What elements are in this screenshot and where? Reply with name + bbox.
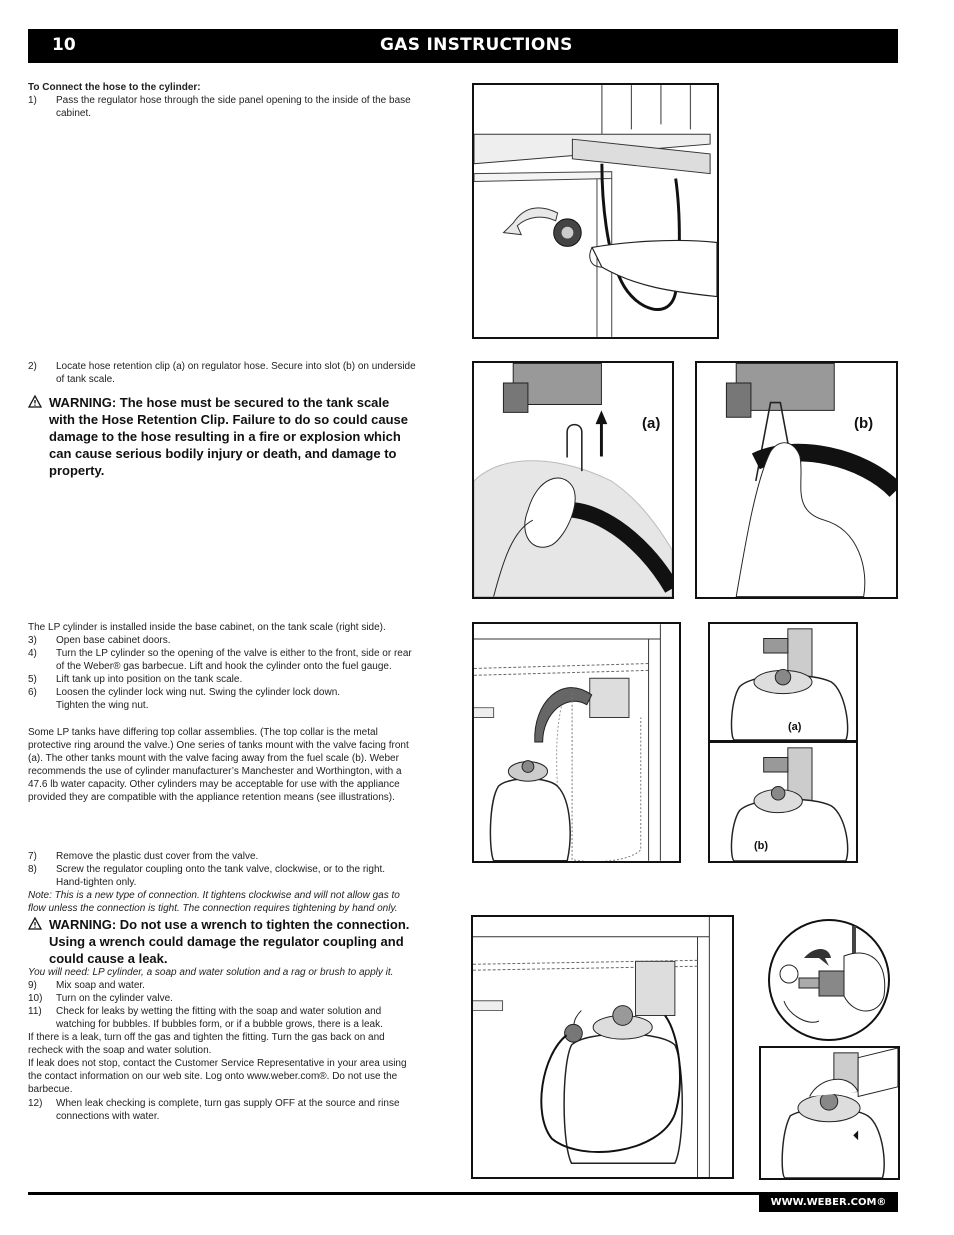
step-9: 9) Mix soap and water.	[28, 980, 145, 991]
cylinder-intro: The LP cylinder is installed inside the base cabinet, on the tank scale (right side).	[28, 622, 386, 633]
callout-b: (b)	[854, 415, 874, 432]
figure-collar-b	[708, 741, 858, 863]
figure-slot-b	[695, 361, 898, 599]
page-header	[28, 29, 898, 63]
materials-needed: You will need: LP cylinder, a soap and water solution and a rag or brush to apply it.	[28, 967, 394, 978]
leak-instructions: If there is a leak, turn off the gas and tighten the fitting. Turn the gas back on and recheck with the soap and water solution. If leak does not stop, contact the Customer Service Representative in your area using the contact information on our web site. Log onto www.weber.com®. Do not use the barbecue.	[28, 1032, 407, 1095]
footer-url: WWW.WEBER.COM®	[759, 1194, 898, 1212]
step-11: 11) Check for leaks by wetting the fitting with the soap and water solution and watching for bubbles. If bubbles form, or if a bubble grows, there is a leak.	[28, 1006, 383, 1030]
section-heading: To Connect the hose to the cylinder:	[28, 82, 201, 93]
figure-hand-tighten	[759, 916, 899, 1044]
figure-clip-a	[472, 361, 674, 599]
collar-b-illustration	[710, 743, 856, 861]
step-7: 7) Remove the plastic dust cover from the valve.	[28, 851, 259, 862]
step-6: 6) Loosen the cylinder lock wing nut. Swing the cylinder lock down. Tighten the wing nut.	[28, 687, 341, 711]
hose-illustration	[474, 85, 717, 337]
figure-collar-a	[708, 622, 858, 742]
collar-a-illustration	[710, 624, 856, 740]
regulator-illustration	[473, 917, 732, 1177]
step-4: 4) Turn the LP cylinder so the opening of the valve is either to the front, side or rear of the Weber® gas barbecue. Lift and hook the cylinder onto the fuel gauge.	[28, 648, 412, 672]
connection-note: Note: This is a new type of connection. It tightens clockwise and will not allow gas to flow unless the connection is tight. The connection requires tightening by hand only.	[28, 890, 400, 914]
warning-hose-retention: WARNING: The hose must be secured to the tank scale with the Hose Retention Clip. Failure to do so could cause damage to the hose resulting in a fire or explosion which can cause serious bodily injury or death, and damage to property.	[28, 394, 458, 480]
slot-b-illustration	[697, 363, 896, 597]
step-5: 5) Lift tank up into position on the tank scale.	[28, 674, 243, 685]
clip-a-illustration	[474, 363, 672, 597]
cabinet-illustration	[474, 624, 679, 861]
callout-collar-b: (b)	[754, 840, 769, 852]
leak-check-illustration	[761, 1048, 898, 1178]
page-number: 10	[52, 35, 76, 55]
step-12: 12) When leak checking is complete, turn gas supply OFF at the source and rinse connections with water.	[28, 1098, 400, 1122]
callout-collar-a: (a)	[788, 721, 802, 733]
hand-tighten-illustration	[759, 916, 899, 1044]
callout-a: (a)	[642, 415, 661, 432]
step-10: 10) Turn on the cylinder valve.	[28, 993, 173, 1004]
step-8: 8) Screw the regulator coupling onto the tank valve, clockwise, or to the right. Hand-tighten only.	[28, 864, 386, 888]
step-1: 1) Pass the regulator hose through the side panel opening to the inside of the base cabinet.	[28, 95, 411, 119]
page-title: GAS INSTRUCTIONS	[380, 35, 573, 55]
step-3: 3) Open base cabinet doors.	[28, 635, 171, 646]
figure-leak-check	[759, 1046, 900, 1180]
figure-regulator-connection	[471, 915, 734, 1179]
warning-triangle-icon	[28, 395, 42, 408]
top-collar-paragraph: Some LP tanks have differing top collar assemblies. (The top collar is the metal protective ring around the valve.) One series of tanks mount with the valve facing front (a). The other tanks mount with the valve facing away from the fuel scale (b). Weber recommends the use of cylinder manufacturer’s Manchester and Worthington, with a 47.6 lb water capacity. Other cylinders may be acceptable for use with the appliance provided they are compatible with the appliance retention means (see illustrations).	[28, 727, 409, 803]
warning-triangle-icon	[28, 917, 42, 930]
figure-cylinder-in-cabinet	[472, 622, 681, 863]
warning-no-wrench: WARNING: Do not use a wrench to tighten the connection. Using a wrench could damage the regulator coupling and could cause a leak.	[28, 916, 458, 968]
figure-hose-through-panel	[472, 83, 719, 339]
step-2: 2) Locate hose retention clip (a) on regulator hose. Secure into slot (b) on underside of tank scale.	[28, 361, 416, 385]
